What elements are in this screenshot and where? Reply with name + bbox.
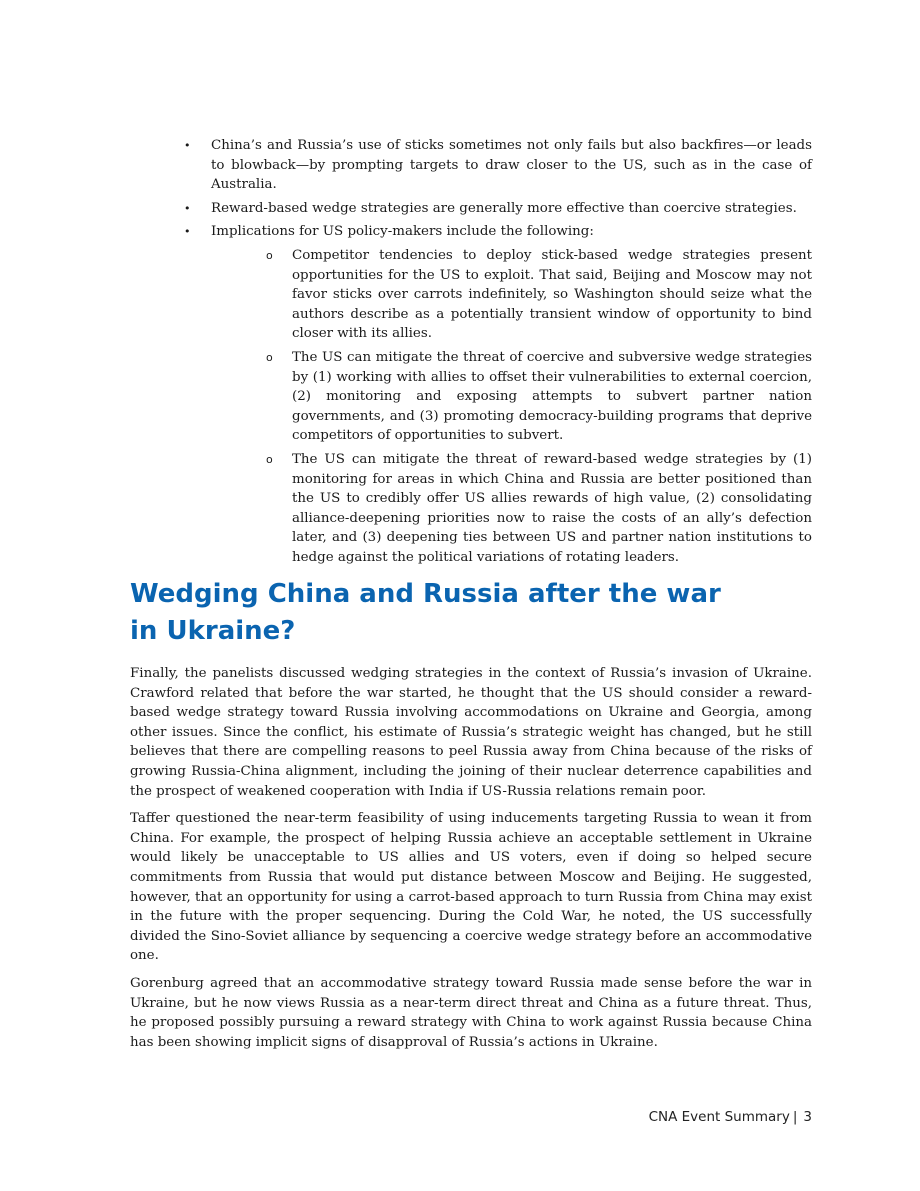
sub-bullet-marker: o xyxy=(266,248,273,262)
bullet-marker: • xyxy=(184,139,191,152)
bullet-text: Implications for US policy-makers include the following: xyxy=(211,224,594,240)
bullet-item xyxy=(130,136,812,195)
body-text xyxy=(130,664,812,1060)
bullet-text: Reward-based wedge strategies are generally more effective than coercive strategies. xyxy=(211,200,797,216)
sub-bullet-text: The US can mitigate the threat of coercive and subversive wedge strategies by (1) working with allies to offset their vulnerabilities to external coercion, (2) monitoring and exposing attempts to subvert partner nation governments, and (3) promoting democracy-building programs that deprive competitors of opportunities to subvert. xyxy=(292,349,812,444)
bullet-item xyxy=(130,199,812,219)
sub-bullet-text: Competitor tendencies to deploy stick-based wedge strategies present opportunities for the US to exploit. That said, Beijing and Moscow may not favor sticks over carrots indefinitely, so Washington should seize what the authors describe as a potentially transient window of opportunity to bind closer with its allies. xyxy=(292,247,812,342)
page-footer xyxy=(649,1109,812,1125)
bullet-marker: • xyxy=(184,201,191,215)
bullet-text: China’s and Russia’s use of sticks sometimes not only fails but also backfires—or leads to blowback—by prompting targets to draw closer to the US, such as in the case of Australia. xyxy=(211,138,812,193)
paragraph: Gorenburg agreed that an accommodative strategy toward Russia made sense before the war in Ukraine, but he now views Russia as a near-term direct threat and China as a future threat. Thus, he proposed possibly pursuing a reward strategy with China to work against Russia because China has been showing implicit signs of disapproval of Russia’s actions in Ukraine. xyxy=(130,975,812,1050)
sub-bullet-item xyxy=(130,450,812,568)
page-number: 3 xyxy=(803,1109,812,1125)
sub-bullet-marker: o xyxy=(266,452,273,466)
sub-bullet-item xyxy=(130,348,812,446)
sub-bullet-item xyxy=(130,246,812,344)
sub-bullet-text: The US can mitigate the threat of reward-based wedge strategies by (1) monitoring for areas in which China and Russia are better positioned than the US to credibly offer US allies rewards of high value, (2) consolidating alliance-deepening priorities now to raise the costs of an ally’s defection later, and (3) deepening ties between US and partner nation institutions to hedge against the political variations of rotating leaders. xyxy=(292,451,812,565)
sub-bullet-marker: o xyxy=(266,350,273,364)
footer-separator: | xyxy=(792,1109,798,1125)
bullet-list xyxy=(130,136,812,571)
paragraph: Finally, the panelists discussed wedging strategies in the context of Russia’s invasion of Ukraine. Crawford related that before the war started, he thought that the US should consider a reward-based wedge strategy toward Russia involving accommodations on Ukraine and Georgia, among other issues. Since the conflict, his estimate of Russia’s strategic weight has changed, but he still believes that there are compelling reasons to peel Russia away from China because of the risks of growing Russia-China alignment, including the joining of their nuclear deterrence capabilities and the prospect of weakened cooperation with India if US-Russia relations remain poor. xyxy=(130,666,812,799)
bullet-item xyxy=(130,222,812,242)
bullet-marker: • xyxy=(184,225,191,239)
footer-label: CNA Event Summary xyxy=(648,1109,790,1125)
paragraph: Taffer questioned the near-term feasibility of using inducements targeting Russia to wean it from China. For example, the prospect of helping Russia achieve an acceptable settlement in Ukraine would likely be unacceptable to US allies and US voters, even if doing so helped secure commitments from Russia that would put distance between Moscow and Beijing. He suggested, however, that an opportunity for using a carrot-based approach to turn Russia from China may exist in the future with the proper sequencing. During the Cold War, he noted, the US successfully divided the Sino-Soviet alliance by sequencing a coercive wedge strategy before an accommodative one. xyxy=(130,811,812,964)
section-heading: Wedging China and Russia after the war in Ukraine? xyxy=(130,579,721,646)
